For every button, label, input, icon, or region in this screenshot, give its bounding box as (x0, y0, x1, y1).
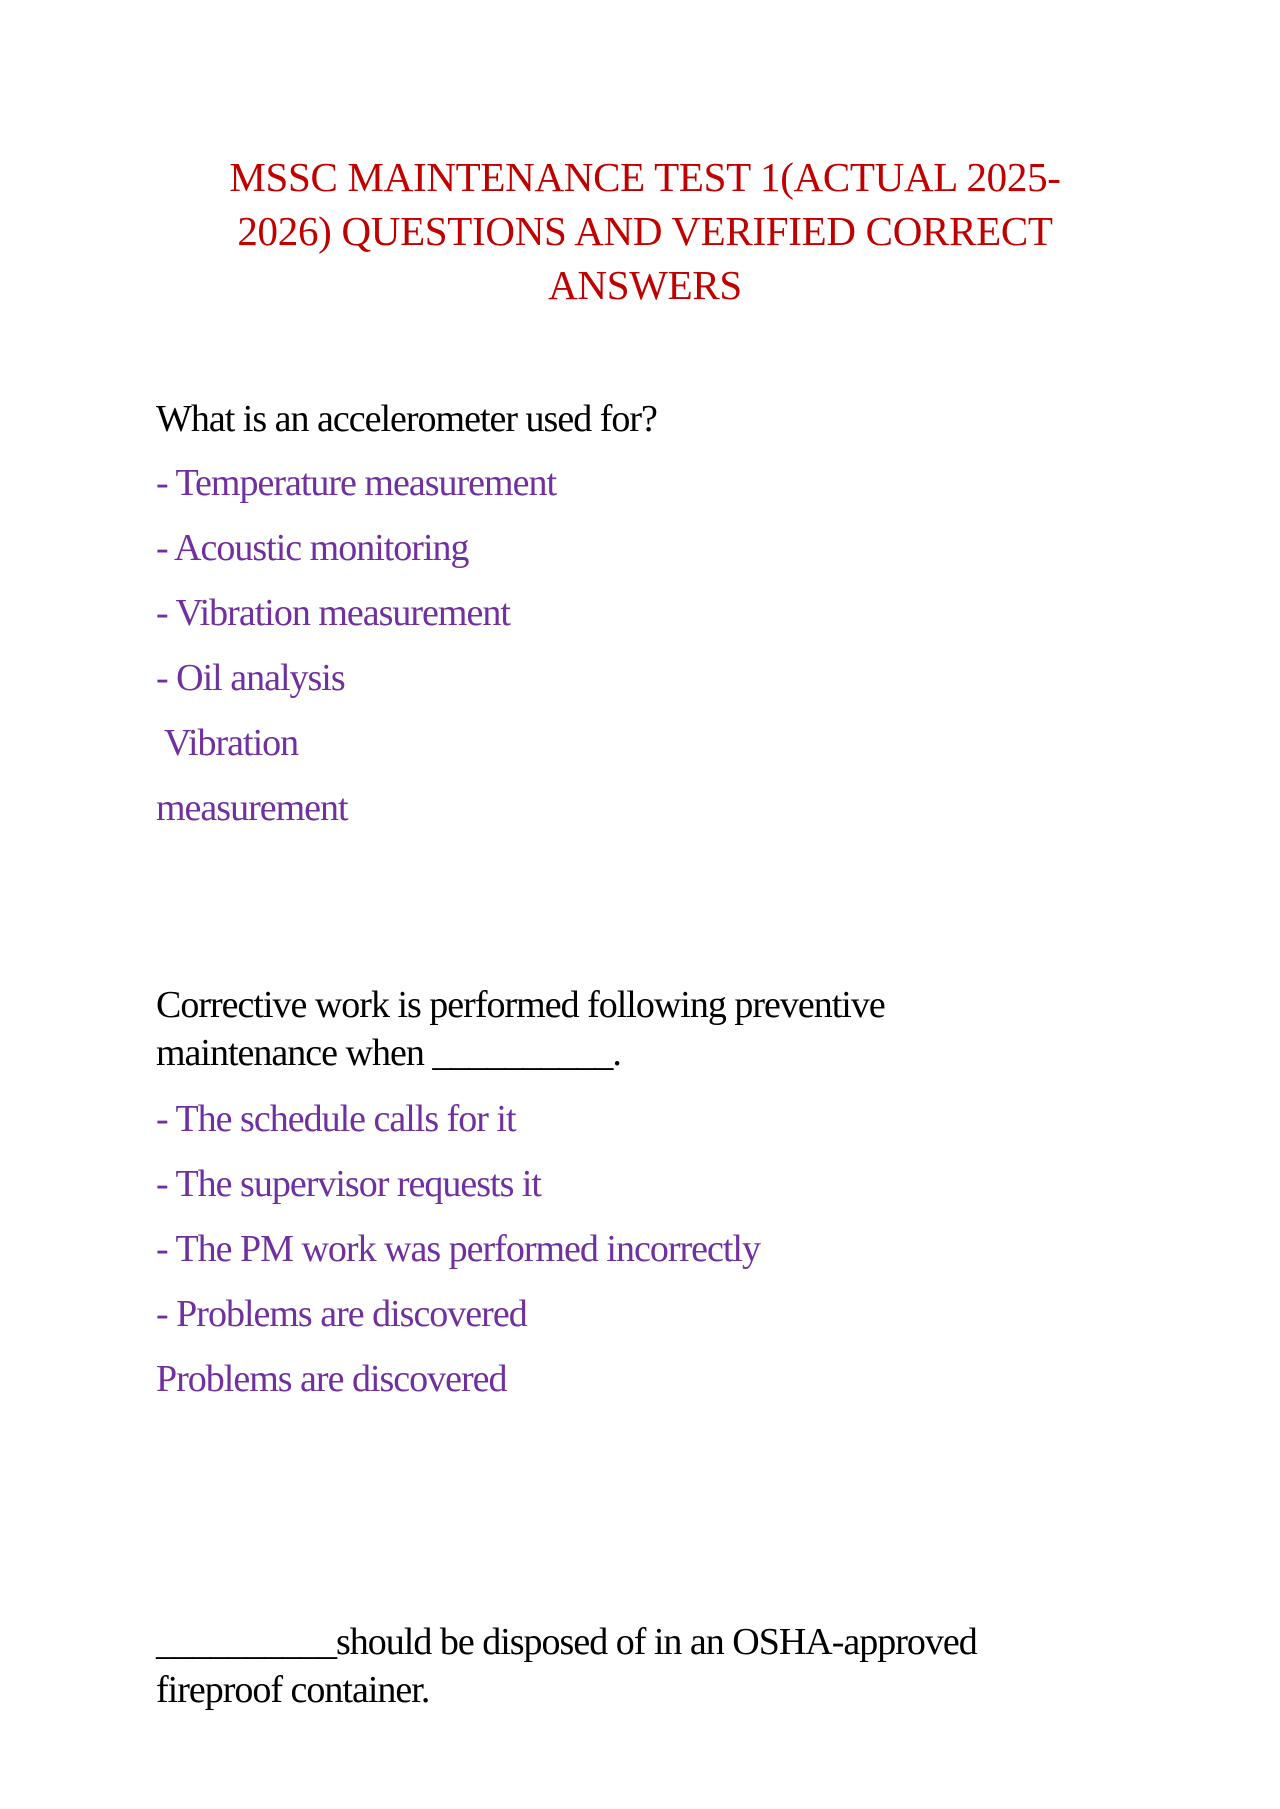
question-2-option-c: - The PM work was performed incorrectly (156, 1228, 760, 1270)
question-2-line-2: maintenance when __________. (156, 1032, 621, 1074)
question-3-text (156, 1618, 1136, 1714)
question-1-text (156, 395, 1136, 443)
question-3-line-1: __________should be disposed of in an OSHA-approved (156, 1621, 977, 1663)
title-line-3: ANSWERS (548, 262, 742, 308)
question-1-option-c: - Vibration measurement (156, 592, 510, 634)
question-1-option-a: - Temperature measurement (156, 462, 556, 504)
question-2-text (156, 981, 1136, 1077)
document-title (160, 150, 1130, 312)
question-1-line-1: What is an accelerometer used for? (156, 398, 657, 440)
question-1-answer-line-2: measurement (156, 787, 348, 829)
question-3-line-2: fireproof container. (156, 1669, 430, 1711)
question-2-answer-line-1: Problems are discovered (156, 1358, 507, 1400)
question-1-option-d: - Oil analysis (156, 657, 345, 699)
title-line-2: 2026) QUESTIONS AND VERIFIED CORRECT (237, 208, 1053, 254)
question-2-option-b: - The supervisor requests it (156, 1163, 541, 1205)
question-1-answer-line-1: Vibration (156, 722, 299, 764)
title-line-1: MSSC MAINTENANCE TEST 1(ACTUAL 2025- (229, 154, 1061, 200)
question-1-option-b: - Acoustic monitoring (156, 527, 469, 569)
question-2-option-d: - Problems are discovered (156, 1293, 527, 1335)
question-2-line-1: Corrective work is performed following preventive (156, 984, 885, 1026)
question-2-option-a: - The schedule calls for it (156, 1098, 516, 1140)
